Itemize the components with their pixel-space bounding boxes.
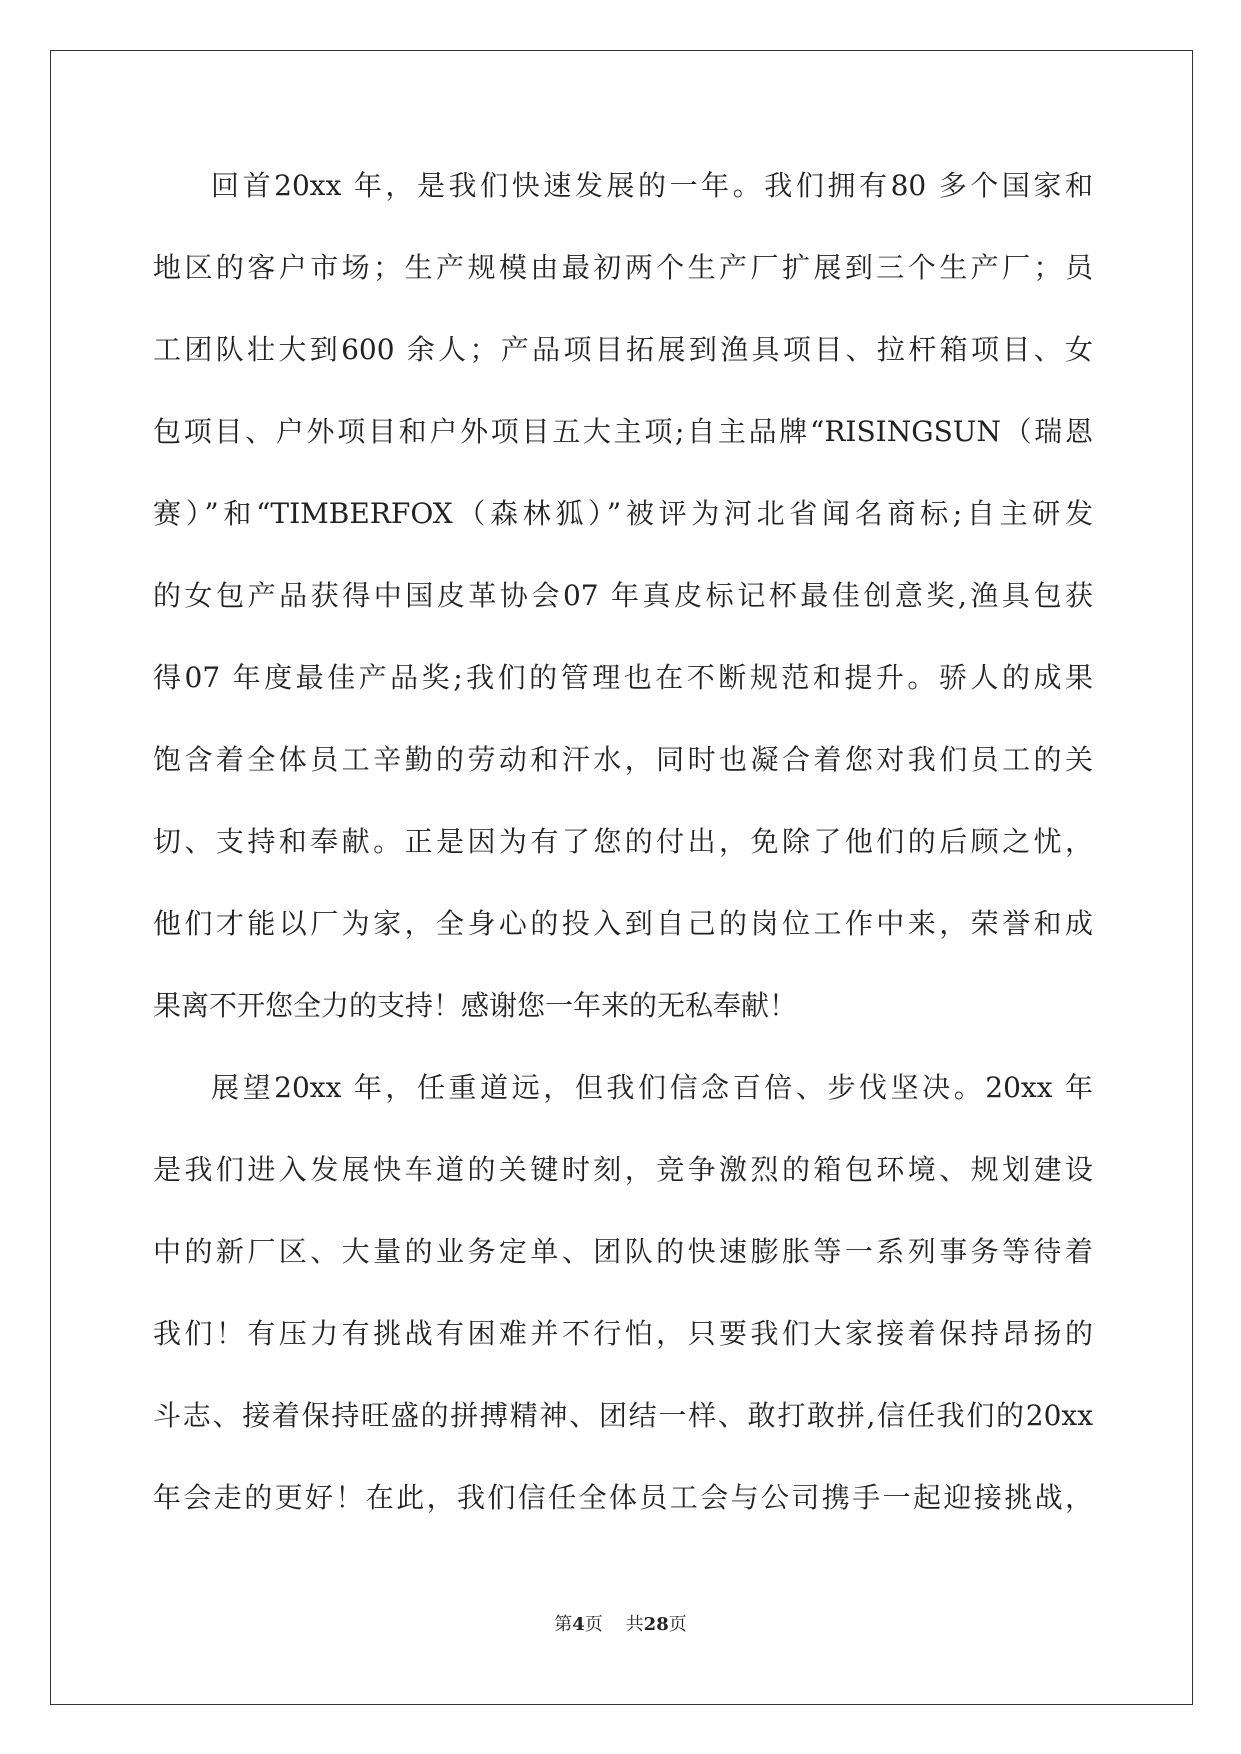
paragraph-1-line-9: 切、支持和奉献。正是因为有了您的付出，免除了他们的后顾之忧， <box>153 825 1093 858</box>
paragraph-1-line-3: 工团队壮大到600 余人；产品项目拓展到渔具项目、拉杆箱项目、女 <box>153 333 1093 366</box>
paragraph-2-line-3: 中的新厂区、大量的业务定单、团队的快速膨胀等一系列事务等待着 <box>153 1235 1093 1268</box>
paragraph-1-line-7: 得07 年度最佳产品奖;我们的管理也在不断规范和提升。骄人的成果 <box>153 661 1093 694</box>
paragraph-1-line-8: 饱含着全体员工辛勤的劳动和汗水，同时也凝合着您对我们员工的关 <box>153 743 1093 776</box>
paragraph-2-line-6: 年会走的更好！在此，我们信任全体员工会与公司携手一起迎接挑战， <box>153 1481 1093 1514</box>
paragraph-2-line-4: 我们！有压力有挑战有困难并不行怕，只要我们大家接着保持昂扬的 <box>153 1317 1093 1350</box>
paragraph-1-line-6: 的女包产品获得中国皮革协会07 年真皮标记杯最佳创意奖,渔具包获 <box>153 579 1093 612</box>
paragraph-1-line-5: 赛）”和“TIMBERFOX（森林狐）”被评为河北省闻名商标;自主研发 <box>153 497 1093 530</box>
paragraph-1-line-10: 他们才能以厂为家，全身心的投入到自己的岗位工作中来，荣誉和成 <box>153 907 1093 940</box>
page-footer <box>0 1610 1241 1636</box>
paragraph-1-line-4: 包项目、户外项目和户外项目五大主项;自主品牌“RISINGSUN（瑞恩 <box>153 415 1093 448</box>
footer-middle: 页 共 <box>584 1614 644 1635</box>
current-page-number: 4 <box>572 1614 585 1635</box>
document-body <box>153 160 1093 1554</box>
paragraph-2-line-1: 展望20xx 年，任重道远，但我们信念百倍、步伐坚决。20xx 年 <box>211 1071 1093 1104</box>
paragraph-2-line-5: 斗志、接着保持旺盛的拼搏精神、团结一样、敢打敢拼,信任我们的20xx <box>153 1399 1093 1432</box>
paragraph-1-line-1: 回首20xx 年，是我们快速发展的一年。我们拥有80 多个国家和 <box>211 169 1093 202</box>
paragraph-1-line-2: 地区的客户市场；生产规模由最初两个生产厂扩展到三个生产厂；员 <box>153 251 1093 284</box>
footer-prefix: 第 <box>554 1614 573 1635</box>
paragraph-2-line-2: 是我们进入发展快车道的关键时刻，竞争激烈的箱包环境、规划建设 <box>153 1153 1093 1186</box>
total-page-count: 28 <box>643 1614 669 1635</box>
paragraph-1-line-11: 果离不开您全力的支持！感谢您一年来的无私奉献！ <box>153 989 798 1022</box>
footer-suffix: 页 <box>668 1614 687 1635</box>
